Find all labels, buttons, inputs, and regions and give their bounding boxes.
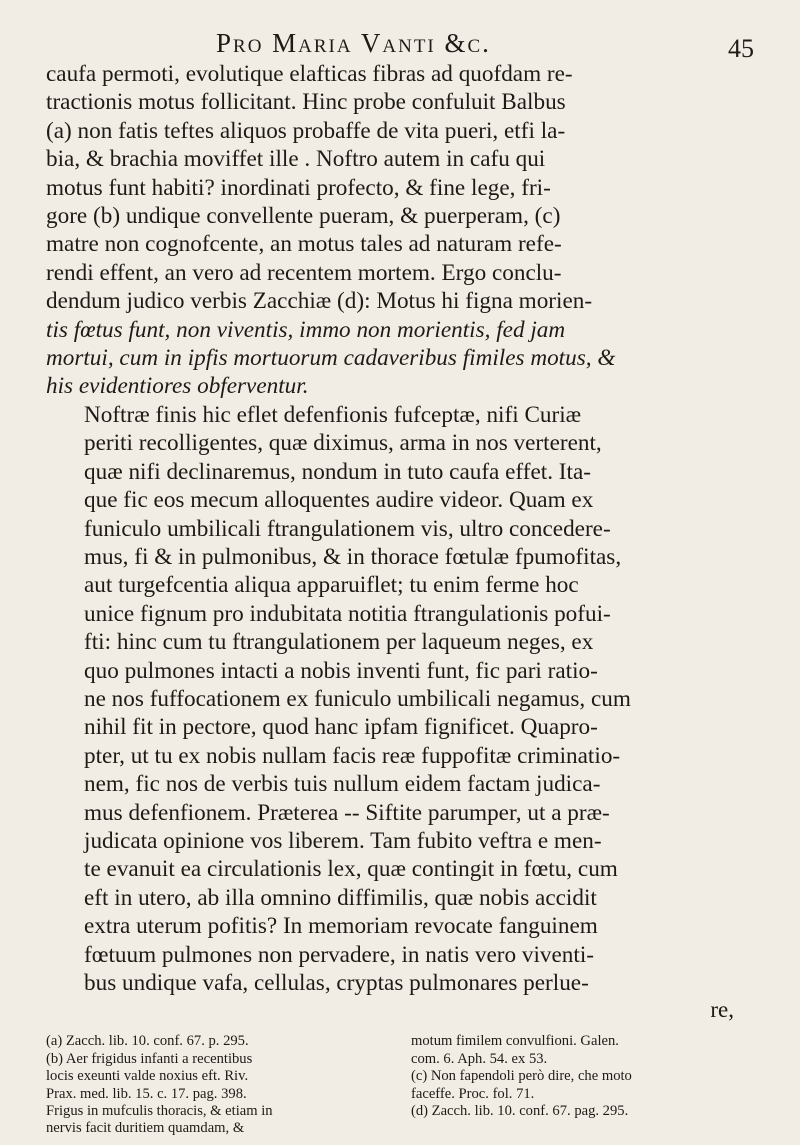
text-line: pter, ut tu ex nobis nullam facis reæ fuppofitæ criminatio-: [84, 742, 621, 769]
footnotes-right-column: [411, 1033, 754, 1137]
text-line: (a) non fatis teftes aliquos probaffe de vita pueri, etfi la-: [46, 117, 566, 144]
text-line: mus defenfionem. Præterea -- Siftite parumper, ut a præ-: [84, 799, 610, 826]
text-line: rendi effent, an vero ad recentem mortem. Ergo conclu-: [46, 259, 562, 286]
text-line: te evanuit ea circulationis lex, quæ contingit in fœtu, cum: [84, 856, 618, 883]
text-line: quo pulmones intacti a nobis inventi funt, fic pari ratio-: [84, 657, 598, 684]
footnotes: [46, 1033, 754, 1137]
footnote-line: faceffe. Proc. fol. 71.: [411, 1085, 535, 1102]
catchword: re,: [710, 997, 734, 1023]
paragraph-2: [46, 401, 754, 998]
footnote-line: (b) Aer frigidus infanti a recentibus: [46, 1050, 253, 1067]
text-line: quæ nifi declinaremus, nondum in tuto caufa effet. Ita-: [84, 458, 591, 485]
text-line: Noftræ finis hic eflet defenfionis fufceptæ, nifi Curiæ: [84, 401, 582, 428]
running-title: Pro Maria Vanti &c.: [216, 28, 491, 58]
footnote-line: locis exeunti valde noxius eft. Riv.: [46, 1068, 249, 1085]
footnote-line: (d) Zacch. lib. 10. conf. 67. pag. 295.: [411, 1103, 629, 1120]
text-line: tractionis motus follicitant. Hinc probe confuluit Balbus: [46, 89, 566, 116]
quotation-line: tis fœtus funt, non viventis, immo non morientis, fed jam: [46, 316, 566, 343]
text-line: gore (b) undique convellente pueram, & puerperam, (c): [46, 203, 561, 230]
quotation-line: his evidentiores obferventur.: [46, 373, 309, 400]
text-line: ne nos fuffocationem ex funiculo umbilicali negamus, cum: [84, 685, 631, 712]
footnote-line: nervis facit duritiem quamdam, &: [46, 1120, 245, 1137]
quotation-line: mortui, cum in ipfis mortuorum cadaveribus fimiles motus, &: [46, 345, 616, 372]
text-line: dendum judico verbis Zacchiæ (d): Motus hi figna morien-: [46, 288, 593, 315]
text-line: matre non cognofcente, an motus tales ad naturam refe-: [46, 231, 562, 258]
footnote-line: Prax. med. lib. 15. c. 17. pag. 398.: [46, 1085, 247, 1102]
text-line: caufa permoti, evolutique elafticas fibras ad quofdam re-: [46, 61, 573, 87]
text-line: mus, fi & in pulmonibus, & in thorace fœtulæ fpumofitas,: [84, 543, 622, 570]
text-line: que fic eos mecum alloquentes audire videor. Quam ex: [84, 487, 594, 514]
footnote-line: (c) Non fapendoli però dire, che moto: [411, 1068, 632, 1085]
text-line: periti recolligentes, quæ diximus, arma in nos verterent,: [84, 430, 602, 457]
text-line: fti: hinc cum tu ftrangulationem per laqueum neges, ex: [84, 629, 594, 656]
footnote-line: com. 6. Aph. 54. ex 53.: [411, 1050, 548, 1067]
text-line: bus undique vafa, cellulas, cryptas pulmonares perlue-: [84, 970, 589, 996]
text-line: bia, & brachia moviffet ille . Noftro autem in cafu qui: [46, 146, 546, 173]
body-text: [46, 60, 754, 1023]
text-line: funiculo umbilicali ftrangulationem vis, ultro concedere-: [84, 515, 611, 542]
footnotes-left-column: [46, 1033, 389, 1137]
text-line: aut turgefcentia aliqua apparuiflet; tu enim ferme hoc: [84, 572, 579, 599]
text-line: fœtuum pulmones non pervadere, in natis vero viventi-: [84, 941, 595, 968]
text-line: judicata opinione vos liberem. Tam fubito veftra e men-: [84, 827, 602, 854]
page-number: 45: [728, 34, 754, 63]
text-line: nem, fic nos de verbis tuis nullum eidem factam judica-: [84, 771, 601, 798]
paragraph-1: [46, 60, 754, 401]
text-line: unice fignum pro indubitata notitia ftrangulationis pofui-: [84, 600, 611, 627]
text-line: extra uterum pofitis? In memoriam revocate fanguinem: [84, 913, 598, 940]
running-head: [46, 24, 754, 64]
text-line: eft in utero, ab illa omnino diffimilis, quæ nobis accidit: [84, 884, 597, 911]
footnote-line: (a) Zacch. lib. 10. conf. 67. p. 295.: [46, 1033, 249, 1050]
footnote-line: Frigus in mufculis thoracis, & etiam in: [46, 1103, 273, 1120]
text-line: motus funt habiti? inordinati profecto, & fine lege, fri-: [46, 174, 551, 201]
footnote-line: motum fimilem convulfioni. Galen.: [411, 1033, 619, 1050]
text-line: nihil fit in pectore, quod hanc ipfam fignificet. Quapro-: [84, 714, 598, 741]
